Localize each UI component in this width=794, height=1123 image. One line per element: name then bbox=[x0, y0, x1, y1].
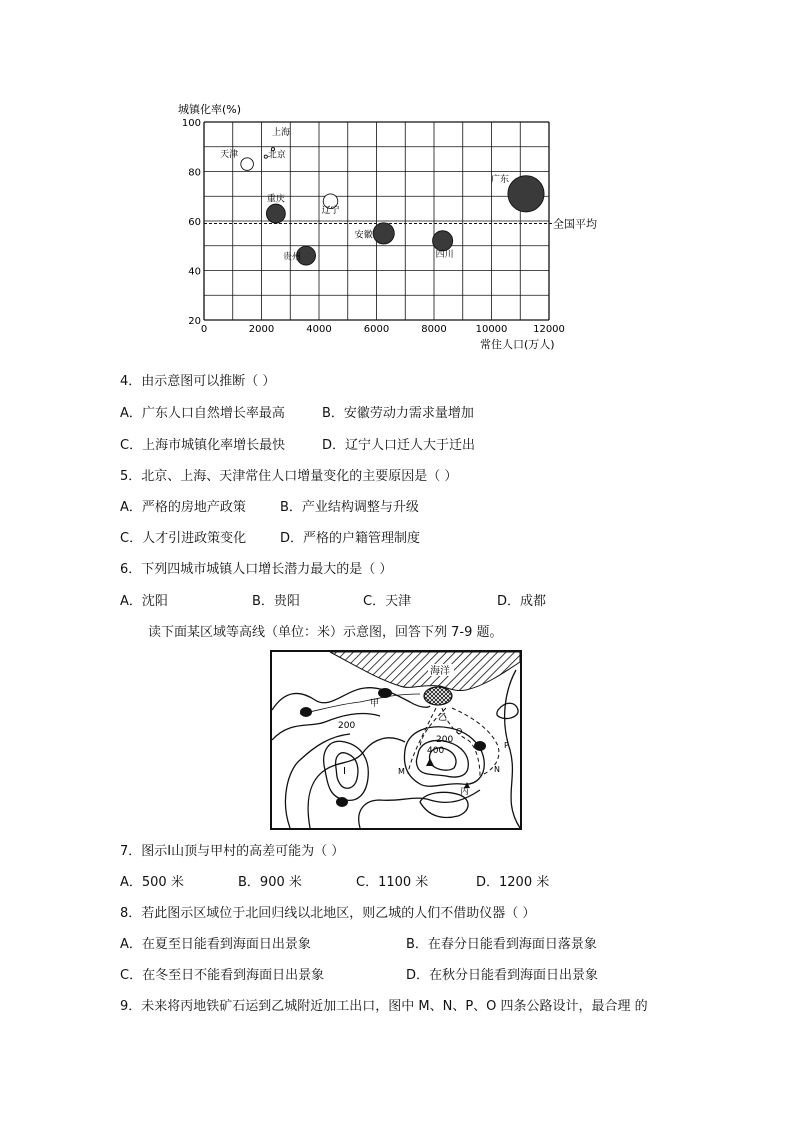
data-point bbox=[373, 223, 394, 244]
sea-label: 海洋 bbox=[430, 666, 450, 677]
q7-stem: 7．图示Ⅰ山顶与甲村的高差可能为（ ） bbox=[120, 844, 345, 859]
road-p-label: P bbox=[504, 741, 509, 750]
y-tick-label: 80 bbox=[188, 167, 201, 179]
x-tick-label: 4000 bbox=[306, 324, 332, 335]
contour-map bbox=[270, 650, 522, 830]
q6-option-d[interactable]: D．成都 bbox=[497, 594, 547, 609]
data-point-label: 辽宁 bbox=[321, 206, 340, 217]
national-average-line bbox=[204, 216, 597, 230]
q6-option-c[interactable]: C．天津 bbox=[363, 594, 412, 609]
q4-option-d[interactable]: D．辽宁人口迁人大于迁出 bbox=[322, 438, 476, 453]
yi-label: 乙 bbox=[438, 713, 448, 723]
data-point-label: 四川 bbox=[435, 249, 454, 260]
x-tick-label: 2000 bbox=[248, 324, 275, 335]
average-label: 全国平均 bbox=[553, 217, 597, 231]
q8-option-c[interactable]: C．在冬至日不能看到海面日出景象 bbox=[120, 968, 325, 983]
data-point-label: 重庆 bbox=[266, 194, 285, 205]
chart-ticks bbox=[182, 118, 565, 335]
x-axis-label: 常住人口(万人) bbox=[480, 338, 555, 351]
y-axis-label: 城镇化率(%) bbox=[178, 103, 242, 116]
village-east bbox=[474, 741, 486, 751]
x-tick-label: 0 bbox=[200, 324, 208, 335]
q6-option-a[interactable]: A．沈阳 bbox=[120, 594, 168, 609]
data-point-label: 贵州 bbox=[283, 252, 302, 263]
jia-label: 甲 bbox=[370, 699, 380, 709]
q8-option-b[interactable]: B．在春分日能看到海面日落景象 bbox=[406, 937, 597, 952]
data-point bbox=[433, 231, 453, 251]
road-m-label: M bbox=[398, 767, 405, 776]
q7-option-a[interactable]: A．500 米 bbox=[120, 875, 184, 890]
q8-option-d[interactable]: D．在秋分日能看到海面日出景象 bbox=[406, 968, 599, 983]
yi-city bbox=[424, 687, 452, 705]
contour-400-label: 400 bbox=[427, 746, 445, 756]
data-point-label: 广东 bbox=[490, 174, 510, 185]
y-tick-label: 40 bbox=[188, 266, 201, 278]
data-point bbox=[241, 158, 254, 171]
road-o-label: O bbox=[456, 727, 463, 736]
q4-option-a[interactable]: A．广东人口自然增长率最高 bbox=[120, 406, 285, 421]
data-point-label: 天津 bbox=[220, 150, 239, 161]
y-tick-label: 60 bbox=[188, 217, 201, 228]
q5-stem: 5．北京、上海、天津常住人口增量变化的主要原因是（ ） bbox=[120, 469, 458, 484]
x-tick-label: 12000 bbox=[533, 324, 565, 335]
data-point bbox=[508, 176, 544, 212]
contour-200-label-east: 200 bbox=[436, 735, 454, 745]
q7-option-b[interactable]: B．900 米 bbox=[238, 875, 302, 890]
y-tick-label: 100 bbox=[181, 118, 201, 129]
data-point bbox=[266, 204, 285, 223]
q4-option-c[interactable]: C．上海市城镇化率增长最快 bbox=[120, 438, 286, 453]
contour-intro: 读下面某区域等高线（单位：米）示意图，回答下列 7-9 题。 bbox=[148, 625, 503, 640]
q6-stem: 6．下列四城市城镇人口增长潜力最大的是（ ） bbox=[120, 562, 393, 577]
q9-stem: 9．未来将丙地铁矿石运到乙城附近加工出口，图中 M、N、P、O 四条公路设计，最合理 的 bbox=[120, 999, 648, 1014]
x-tick-label: 8000 bbox=[421, 324, 447, 335]
data-point-label: 安徽 bbox=[354, 230, 373, 241]
village-south bbox=[336, 797, 348, 807]
chart-grid bbox=[204, 122, 549, 320]
jia-village bbox=[378, 688, 392, 698]
q5-option-c[interactable]: C．人才引进政策变化 bbox=[120, 531, 247, 546]
q5-option-d[interactable]: D．严格的户籍管理制度 bbox=[280, 531, 421, 546]
x-tick-label: 10000 bbox=[475, 324, 508, 335]
q4-option-b[interactable]: B．安徽劳动力需求量增加 bbox=[322, 406, 474, 421]
y-tick-label: 20 bbox=[188, 316, 201, 327]
q7-option-d[interactable]: D．1200 米 bbox=[476, 875, 550, 890]
q8-option-a[interactable]: A．在夏至日能看到海面日出景象 bbox=[120, 937, 311, 952]
bing-label: 丙 bbox=[460, 787, 470, 797]
contour-200-label-west: 200 bbox=[338, 721, 356, 731]
q5-option-b[interactable]: B．产业结构调整与升级 bbox=[280, 500, 419, 515]
q8-stem: 8．若此图示区域位于北回归线以北地区，则乙城的人们不借助仪器（ ） bbox=[120, 906, 536, 921]
q7-option-c[interactable]: C．1100 米 bbox=[356, 875, 429, 890]
q6-option-b[interactable]: B．贵阳 bbox=[252, 594, 300, 609]
road-n-label: N bbox=[494, 765, 500, 774]
village-west bbox=[300, 707, 312, 717]
q4-stem: 4．由示意图可以推断（ ） bbox=[120, 374, 276, 389]
urbanization-bubble-chart bbox=[175, 100, 615, 355]
x-tick-label: 6000 bbox=[363, 324, 390, 335]
data-point-label: 北京 bbox=[267, 150, 286, 161]
peak-i-label: I bbox=[343, 766, 346, 777]
q5-option-a[interactable]: A．严格的房地产政策 bbox=[120, 500, 246, 515]
data-point-label: 上海 bbox=[271, 128, 291, 139]
